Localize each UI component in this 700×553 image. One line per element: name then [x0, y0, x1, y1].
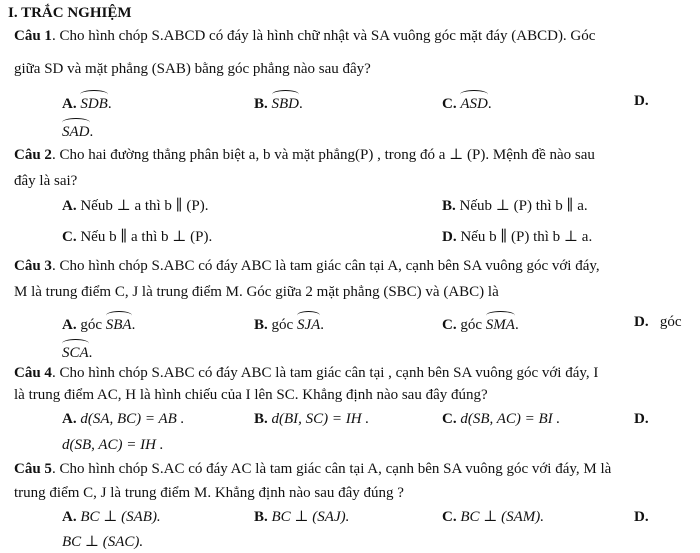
option-letter: A. — [62, 317, 77, 333]
option-text: d(SA, BC) = AB . — [80, 411, 185, 427]
option-text: Nếu b ∥ a thì b ⊥ (P). — [76, 229, 213, 245]
q3-option-a[interactable] — [62, 313, 135, 334]
option-letter: C. — [442, 317, 457, 333]
question-5-stem — [14, 460, 611, 478]
option-suffix: . — [107, 96, 112, 112]
option-letter: A. — [62, 509, 77, 525]
option-suffix: . — [88, 345, 93, 361]
option-text: BC ⊥ (SAB). — [80, 509, 161, 525]
option-prefix: góc — [271, 317, 294, 333]
question-5-line1: . Cho hình chóp S.AC có đáy AC là tam giác cân tại A, cạnh bên SA vuông góc với đáy, M là — [51, 461, 612, 477]
q4-option-c[interactable] — [442, 410, 560, 428]
question-1-line1: . Cho hình chóp S.ABCD có đáy là hình chữ nhật và SA vuông góc mặt đáy (ABCD). Góc — [51, 28, 596, 44]
option-suffix: . — [131, 317, 136, 333]
option-letter: B. — [254, 96, 268, 112]
option-suffix: . — [487, 96, 492, 112]
option-letter: C. — [62, 229, 77, 245]
q5-option-c[interactable] — [442, 508, 544, 526]
option-text: Nếub ⊥ (P) thì b ∥ a. — [455, 198, 588, 214]
q3-option-c[interactable] — [442, 313, 519, 334]
option-letter: C. — [442, 411, 457, 427]
option-angle: SCA — [62, 341, 89, 362]
option-letter: B. — [254, 317, 268, 333]
option-letter: D. — [634, 314, 649, 330]
option-prefix: góc — [80, 317, 103, 333]
option-prefix: góc — [659, 314, 682, 330]
q3-option-d-head[interactable] — [634, 313, 682, 331]
question-5-line2: trung điểm C, J là trung điểm M. Khẳng định nào sau đây đúng ? — [14, 485, 404, 501]
question-2-label: Câu 2 — [14, 147, 52, 163]
option-text: d(SB, AC) = BI . — [460, 411, 561, 427]
option-letter: C. — [442, 96, 457, 112]
option-letter: B. — [254, 411, 268, 427]
option-letter: D. — [442, 229, 457, 245]
option-letter: A. — [62, 411, 77, 427]
q3-option-d[interactable] — [62, 341, 92, 362]
option-suffix: . — [320, 317, 325, 333]
question-3-line2: M là trung điểm C, J là trung điểm M. Góc giữa 2 mặt phẳng (SBC) và (ABC) là — [14, 284, 499, 300]
q1-option-d-letter[interactable]: D. — [634, 93, 649, 109]
option-letter: B. — [442, 198, 456, 214]
option-angle: SBA — [106, 313, 132, 334]
question-1-line2: giữa SD và mặt phẳng (SAB) bằng góc phẳng nào sau đây? — [14, 61, 371, 77]
option-letter: C. — [442, 509, 457, 525]
q5-option-d[interactable]: BC ⊥ (SAC). — [62, 534, 144, 550]
question-1-stem — [14, 27, 595, 45]
q4-option-b[interactable] — [254, 410, 369, 428]
option-angle: SBD — [272, 92, 300, 113]
option-angle: SAD — [62, 120, 90, 141]
question-3-label: Câu 3 — [14, 258, 52, 274]
q5-option-d-letter[interactable]: D. — [634, 509, 649, 525]
question-4-line1: . Cho hình chóp S.ABC có đáy ABC là tam giác cân tại , cạnh bên SA vuông góc với đáy, I — [51, 365, 599, 381]
question-2-line2: đây là sai? — [14, 173, 78, 189]
q3-option-b[interactable] — [254, 313, 324, 334]
question-4-label: Câu 4 — [14, 365, 52, 381]
q4-option-d[interactable]: d(SB, AC) = IH . — [62, 437, 164, 453]
question-2-stem — [14, 146, 595, 164]
option-suffix: . — [89, 124, 94, 140]
option-letter: A. — [62, 96, 77, 112]
section-title: I. TRẮC NGHIỆM — [8, 5, 132, 21]
question-3-line1: . Cho hình chóp S.ABC có đáy ABC là tam giác cân tại A, cạnh bên SA vuông góc với đáy, — [51, 258, 600, 274]
option-angle: SDB — [80, 92, 108, 113]
question-3-stem — [14, 257, 600, 275]
q1-option-b[interactable] — [254, 92, 303, 113]
question-4-stem — [14, 364, 598, 382]
option-angle: SJA — [297, 313, 320, 334]
question-2-line1: . Cho hai đường thẳng phân biệt a, b và mặt phẳng(P) , trong đó a ⊥ (P). Mệnh đề nào sau — [51, 147, 595, 163]
option-text: BC ⊥ (SAJ). — [271, 509, 350, 525]
option-suffix: . — [299, 96, 303, 112]
q4-option-a[interactable] — [62, 410, 184, 428]
option-letter: A. — [62, 198, 77, 214]
q2-option-b[interactable] — [442, 197, 588, 215]
q2-option-a[interactable] — [62, 197, 208, 215]
question-5-label: Câu 5 — [14, 461, 52, 477]
q2-option-c[interactable] — [62, 228, 212, 246]
q1-option-a[interactable] — [62, 92, 112, 113]
q2-option-d[interactable] — [442, 228, 592, 246]
q1-option-d[interactable] — [62, 120, 93, 141]
option-angle: ASD — [460, 92, 488, 113]
option-text: Nếu b ∥ (P) thì b ⊥ a. — [456, 229, 593, 245]
option-text: BC ⊥ (SAM). — [460, 509, 545, 525]
option-letter: B. — [254, 509, 268, 525]
option-prefix: góc — [460, 317, 483, 333]
q5-option-b[interactable] — [254, 508, 349, 526]
option-text: d(BI, SC) = IH . — [271, 411, 370, 427]
option-text: Nếub ⊥ a thì b ∥ (P). — [76, 198, 209, 214]
question-4-line2: là trung điểm AC, H là hình chiếu của I lên SC. Khẳng định nào sau đây đúng? — [14, 387, 488, 403]
option-suffix: . — [514, 317, 519, 333]
q1-option-c[interactable] — [442, 92, 492, 113]
question-1-label: Câu 1 — [14, 28, 52, 44]
q4-option-d-letter[interactable]: D. — [634, 411, 649, 427]
option-angle: SMA — [486, 313, 515, 334]
q5-option-a[interactable] — [62, 508, 161, 526]
